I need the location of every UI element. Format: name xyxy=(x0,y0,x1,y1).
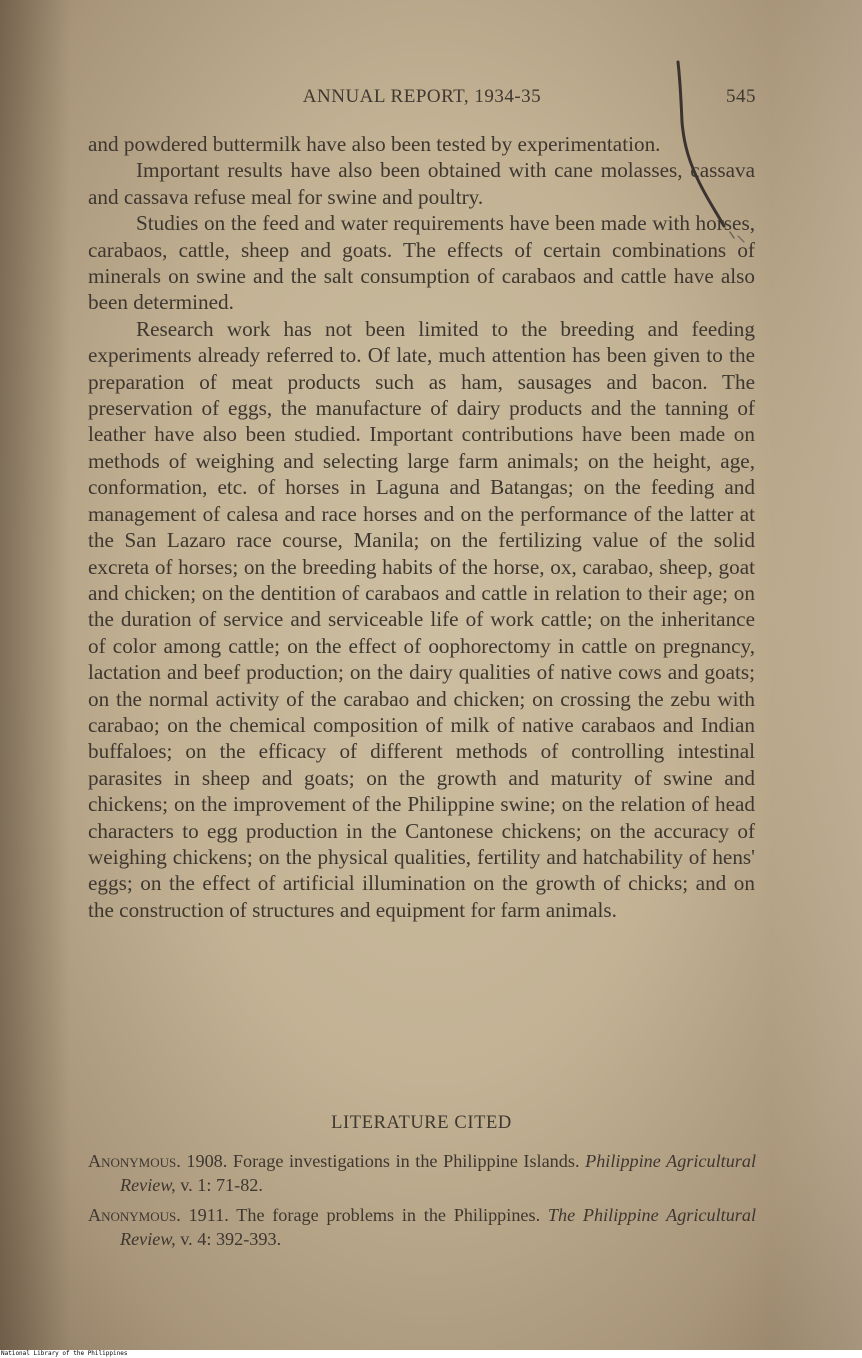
reference-year: 1911. xyxy=(188,1205,229,1225)
reference-citation: v. 4: 392-393. xyxy=(180,1228,282,1249)
literature-cited-heading: LITERATURE CITED xyxy=(331,1113,512,1133)
footer-strip xyxy=(0,1350,862,1358)
page-number: 545 xyxy=(726,86,756,107)
paragraph: and powdered buttermilk have also been tested by experimentation. xyxy=(88,132,661,156)
reference-year: 1908. xyxy=(186,1151,228,1171)
reference-title: Forage investigations in the Philippine Islands. xyxy=(232,1151,580,1171)
library-watermark: National Library of the Philippines xyxy=(1,1350,128,1357)
paragraph: Research work has not been limited to the breeding and feeding experiments already referred to. Of late, much attention has been given to the preparation of meat products such as ham, sausages and bacon. The preservation of eggs, the manufacture of dairy products and the tanning of leather have also been studied. Important contributions have been made on methods of weighing and selecting large farm animals; on the height, age, conformation, etc. of horses in Laguna and Batangas; on the feeding and management of calesa and race horses and on the performance of the latter at the San Lazaro race course, Manila; on the fertilizing value of the solid excreta of horses; on the breeding habits of the horse, ox, carabao, sheep, goat and chicken; on the dentition of carabaos and cattle in relation to their age; on the duration of service and serviceable life of work cattle; on the inheritance of color among cattle; on the effect of oophorectomy in cattle on pregnancy, lactation and beef production; on the dairy qualities of native cows and goats; on the normal activity of the carabao and chicken; on crossing the zebu with carabao; on the chemical composition of milk of native carabaos and Indian buffaloes; on the efficacy of different methods of controlling intestinal parasites in sheep and goats; on the growth and maturity of swine and chickens; on the improvement of the Philippine swine; on the relation of head characters to egg production in the Cantonese chickens; on the accuracy of weighing chickens; on the physical qualities, fertility and hatchability of hens' eggs; on the effect of artificial illumination on the growth of chicks; and on the construction of structures and equipment for farm animals. xyxy=(88,316,755,922)
paragraph: Studies on the feed and water requirements have been made with horses, carabaos, cattle, sheep and goats. The effects of certain combinations of minerals on swine and the salt consumption of carabaos and cattle have also been determined. xyxy=(88,211,755,315)
page-header xyxy=(88,86,756,110)
reference-author: Anonymous. xyxy=(88,1205,181,1225)
reference-citation: v. 1: 71-82. xyxy=(180,1174,263,1195)
running-title: ANNUAL REPORT, 1934-35 xyxy=(302,86,542,107)
body-text xyxy=(88,131,755,923)
reference-journal: The Philippine Agricultural Review, xyxy=(120,1205,757,1249)
reference-item xyxy=(88,1204,756,1251)
reference-list xyxy=(88,1150,756,1258)
reference-author: Anonymous. xyxy=(88,1151,181,1171)
reference-journal: Philippine Agricultural Review, xyxy=(120,1151,757,1195)
reference-item xyxy=(88,1150,756,1197)
reference-title: The forage problems in the Philippines. xyxy=(236,1205,541,1225)
paragraph: Important results have also been obtained with cane molasses, cassava and cassava refuse meal for swine and poultry. xyxy=(88,158,755,209)
pen-mark xyxy=(660,60,770,260)
